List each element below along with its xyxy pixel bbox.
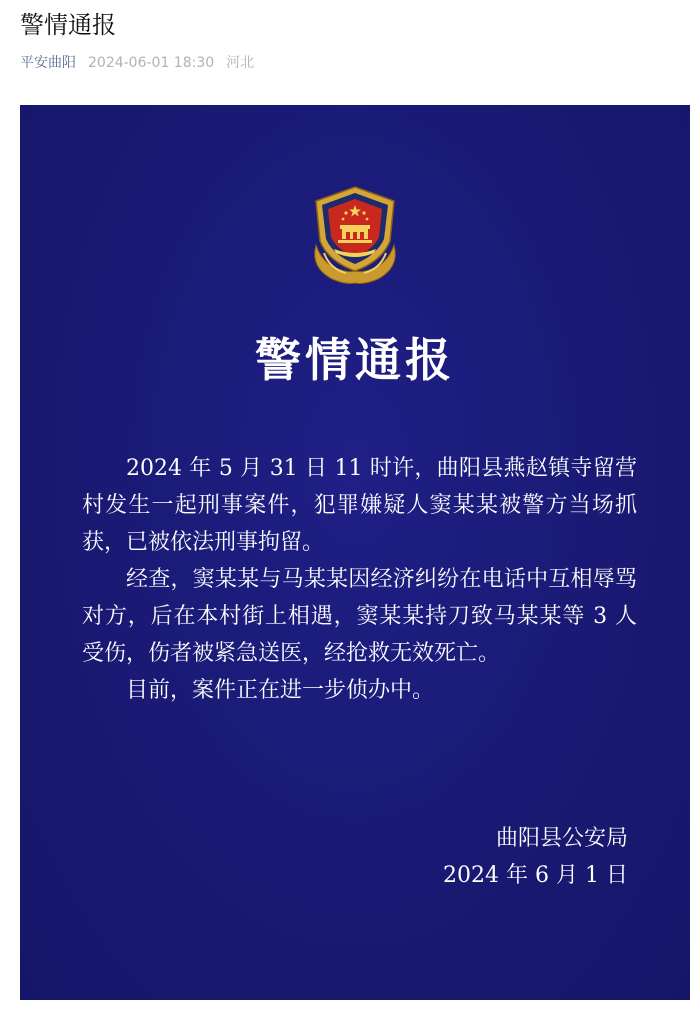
publish-location: 河北 [226, 55, 255, 71]
article-header [20, 8, 680, 73]
notice-paragraph: 经查，窦某某与马某某因经济纠纷在电话中互相辱骂对方，后在本村街上相遇，窦某某持刀致马某某等 3 人受伤，伤者被紧急送医，经抢救无效死亡。 [82, 567, 637, 666]
account-name-link[interactable]: 平安曲阳 [20, 55, 76, 71]
notice-paragraph: 2024 年 5 月 31 日 11 时许，曲阳县燕赵镇寺留营村发生一起刑事案件，犯罪嫌疑人窦某某被警方当场抓获，已被依法刑事拘留。 [82, 456, 637, 555]
police-emblem-icon [302, 183, 408, 289]
issuer-name: 曲阳县公安局 [495, 826, 628, 851]
publish-time: 2024-06-01 18:30 [88, 55, 215, 71]
issue-date: 2024 年 6 月 1 日 [443, 863, 628, 888]
notice-heading: 警情通报 [255, 333, 455, 387]
notice-body [82, 450, 637, 709]
notice-paragraph: 目前，案件正在进一步侦办中。 [126, 678, 435, 703]
notice-signature [443, 820, 628, 894]
article-meta [20, 53, 680, 73]
police-notice-image[interactable] [20, 105, 690, 1000]
article-title: 警情通报 [20, 11, 116, 39]
